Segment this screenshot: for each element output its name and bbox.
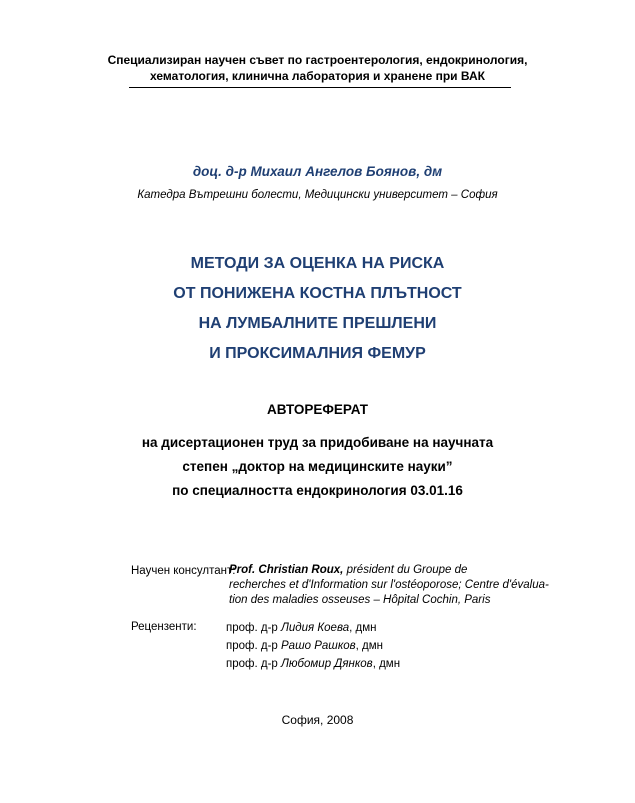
title-line-3: НА ЛУМБАЛНИТЕ ПРЕШЛЕНИ bbox=[198, 315, 437, 332]
author-affiliation: Катедра Вътрешни болести, Медицински университет – София bbox=[137, 189, 498, 201]
abstract-label: АВТОРЕФЕРАТ bbox=[266, 402, 369, 417]
reviewer-item: проф. д-р Рашо Рашков, дмн bbox=[226, 640, 384, 652]
title-line-4: И ПРОКСИМАЛНИЯ ФЕМУР bbox=[209, 345, 426, 362]
abstract-line-2: степен „доктор на медицинските науки” bbox=[182, 459, 453, 474]
title-line-1: МЕТОДИ ЗА ОЦЕНКА НА РИСКА bbox=[190, 255, 445, 272]
council-header bbox=[0, 52, 635, 84]
reviewer-item: проф. д-р Лидия Коева, дмн bbox=[226, 622, 377, 634]
council-divider bbox=[129, 87, 511, 88]
reviewer-item: проф. д-р Любомир Дянков, дмн bbox=[226, 658, 401, 670]
dissertation-title bbox=[0, 249, 635, 369]
title-line-2: ОТ ПОНИЖЕНА КОСТНА ПЛЪТНОСТ bbox=[173, 285, 462, 302]
consultant-name: Prof. Christian Roux, bbox=[229, 564, 344, 576]
abstract-line-1: на дисертационен труд за придобиване на научната bbox=[141, 435, 494, 450]
consultant-line-2: recherches et d'Information sur l'ostéoporose; Centre d'évalua- bbox=[229, 579, 549, 591]
reviewer-name: Лидия Коева bbox=[281, 622, 350, 634]
reviewer-name: Любомир Дянков bbox=[281, 658, 373, 670]
reviewers-list bbox=[226, 619, 400, 673]
reviewer-name: Рашо Рашков bbox=[281, 640, 356, 652]
abstract-description bbox=[0, 431, 635, 503]
consultant-label: Научен консултант: bbox=[131, 565, 236, 577]
council-line-1: Специализиран научен съвет по гастроентерология, ендокринология, bbox=[107, 53, 528, 67]
abstract-line-3: по специалността ендокринология 03.01.16 bbox=[172, 483, 463, 498]
council-line-2: хематология, клинична лаборатория и хранене при ВАК bbox=[150, 69, 485, 83]
reviewers-label: Рецензенти: bbox=[131, 621, 197, 633]
consultant-details bbox=[229, 563, 549, 608]
place-year: София, 2008 bbox=[281, 713, 354, 727]
consultant-line-3: tion des maladies osseuses – Hôpital Cochin, Paris bbox=[229, 594, 491, 606]
consultant-line-1 bbox=[229, 563, 532, 578]
author-name: доц. д-р Михаил Ангелов Боянов, дм bbox=[192, 164, 443, 179]
consultant-role: président du Groupe de bbox=[346, 564, 468, 576]
